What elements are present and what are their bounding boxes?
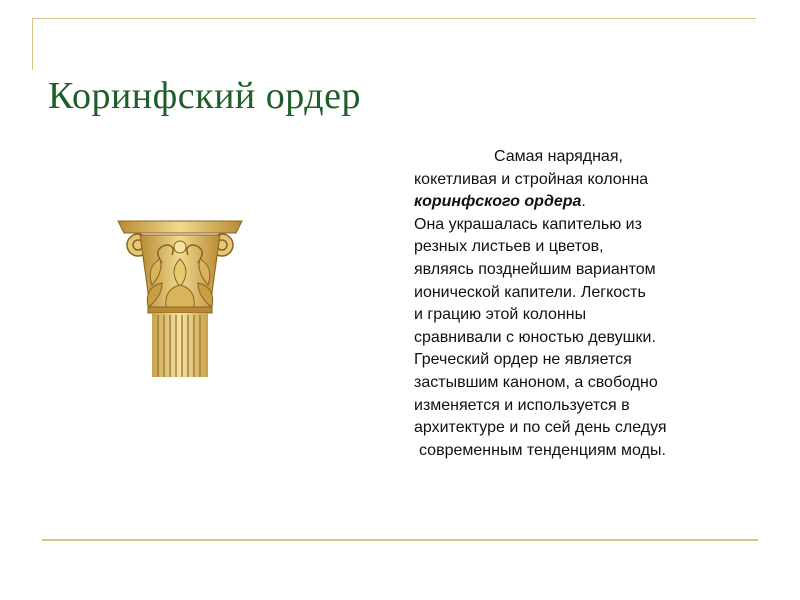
text-line-4: Она украшалась капителью из (414, 215, 642, 233)
text-line-3 (414, 191, 774, 214)
text-line-8: и грацию этой колонны (414, 306, 587, 324)
text-line-14: современным тенденциям моды. (419, 441, 666, 459)
text-line-11: застывшим каноном, а свободно (414, 373, 658, 391)
top-rule (32, 18, 756, 19)
text-line-3-tail: . (581, 193, 586, 211)
text-line-7: ионической капители. Легкость (414, 283, 646, 301)
text-line-13: архитектуре и по сей день следуя (414, 419, 667, 437)
text-line-5: резных листьев и цветов, (414, 238, 604, 256)
left-rule (32, 18, 33, 70)
text-line-1: Самая нарядная, (494, 148, 623, 165)
slide-title: Коринфский ордер (48, 75, 361, 117)
corinthian-capital-icon (110, 215, 250, 380)
bottom-rule (42, 539, 758, 541)
order-name-emphasis: коринфского ордера (414, 193, 582, 211)
text-line-2: кокетливая и стройная колонна (414, 170, 649, 188)
text-line-6: являясь позднейшим вариантом (414, 260, 656, 278)
text-line-10: Греческий ордер не является (414, 351, 632, 369)
text-line-9: сравнивали с юностью девушки. (414, 328, 656, 346)
text-line-12: изменяется и используется в (414, 396, 630, 414)
description-text (414, 146, 774, 462)
